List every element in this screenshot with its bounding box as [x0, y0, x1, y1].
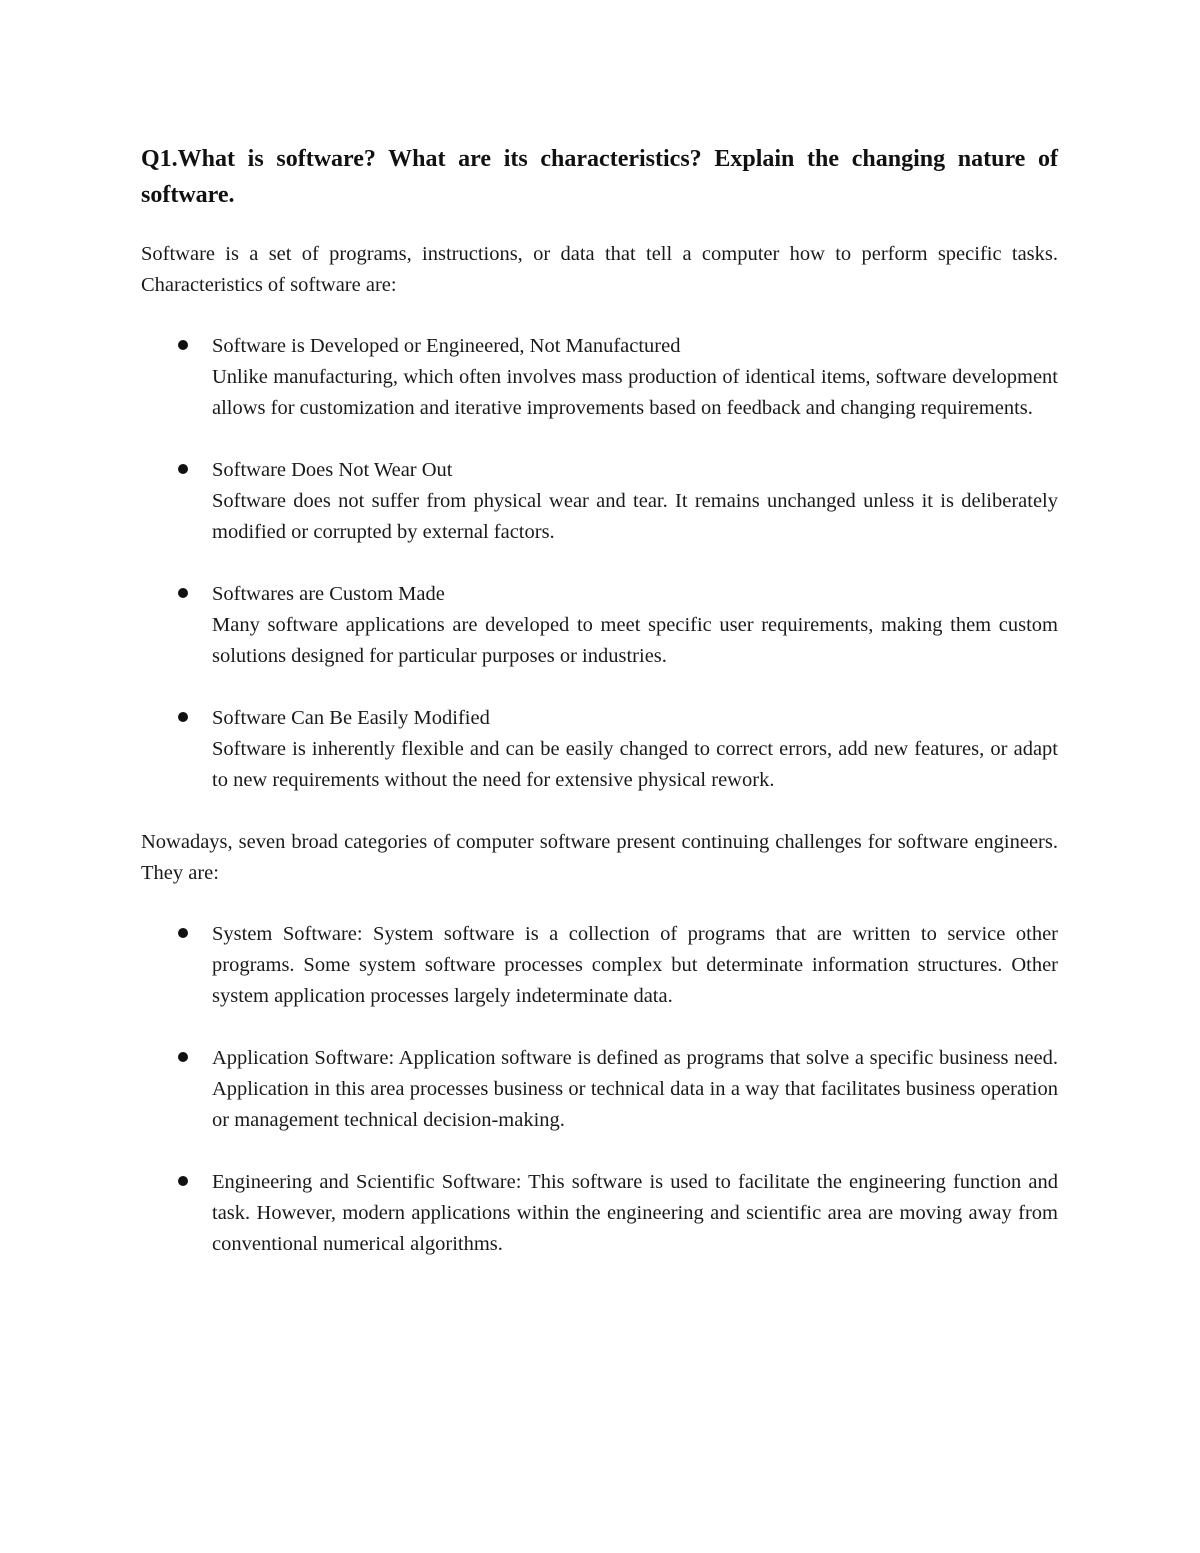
characteristic-title: Softwares are Custom Made — [212, 583, 445, 605]
bullet-icon — [178, 928, 188, 938]
categories-list — [141, 919, 1058, 1260]
list-item — [141, 331, 1058, 424]
list-item — [141, 703, 1058, 796]
question-heading: Q1.What is software? What are its characteristics? Explain the changing nature of software. — [141, 146, 1058, 208]
list-item — [141, 455, 1058, 548]
list-item — [141, 579, 1058, 672]
list-item — [141, 919, 1058, 1012]
bullet-icon — [178, 1176, 188, 1186]
characteristic-description: Many software applications are developed to meet specific user requirements, making them custom solutions designed for particular purposes or industries. — [212, 614, 1058, 667]
characteristic-description: Unlike manufacturing, which often involves mass production of identical items, software development allows for customization and iterative improvements based on feedback and changing requirements. — [212, 366, 1058, 419]
bullet-icon — [178, 464, 188, 474]
list-item — [141, 1043, 1058, 1136]
characteristic-title: Software is Developed or Engineered, Not Manufactured — [212, 335, 681, 357]
categories-intro-paragraph: Nowadays, seven broad categories of computer software present continuing challenges for software engineers. They are: — [141, 831, 1058, 884]
characteristic-description: Software does not suffer from physical wear and tear. It remains unchanged unless it is deliberately modified or corrupted by external factors. — [212, 490, 1058, 543]
category-text: Application Software: Application software is defined as programs that solve a specific business need. Application in this area processes business or technical data in a way that facilitates business operation or management technical decision-making. — [212, 1047, 1058, 1131]
characteristic-title: Software Can Be Easily Modified — [212, 707, 490, 729]
intro-paragraph: Software is a set of programs, instructions, or data that tell a computer how to perform specific tasks. Characteristics of software are: — [141, 243, 1058, 296]
bullet-icon — [178, 712, 188, 722]
characteristic-title: Software Does Not Wear Out — [212, 459, 453, 481]
category-text: System Software: System software is a collection of programs that are written to service other programs. Some system software processes complex but determinate information structures. Other system application processes largely indeterminate data. — [212, 923, 1058, 1007]
bullet-icon — [178, 340, 188, 350]
category-text: Engineering and Scientific Software: This software is used to facilitate the engineering function and task. However, modern applications within the engineering and scientific area are moving away from conventional numerical algorithms. — [212, 1171, 1058, 1255]
characteristics-list — [141, 331, 1058, 796]
document-content — [141, 141, 1058, 1291]
list-item — [141, 1167, 1058, 1260]
characteristic-description: Software is inherently flexible and can be easily changed to correct errors, add new features, or adapt to new requirements without the need for extensive physical rework. — [212, 738, 1058, 791]
bullet-icon — [178, 1052, 188, 1062]
bullet-icon — [178, 588, 188, 598]
